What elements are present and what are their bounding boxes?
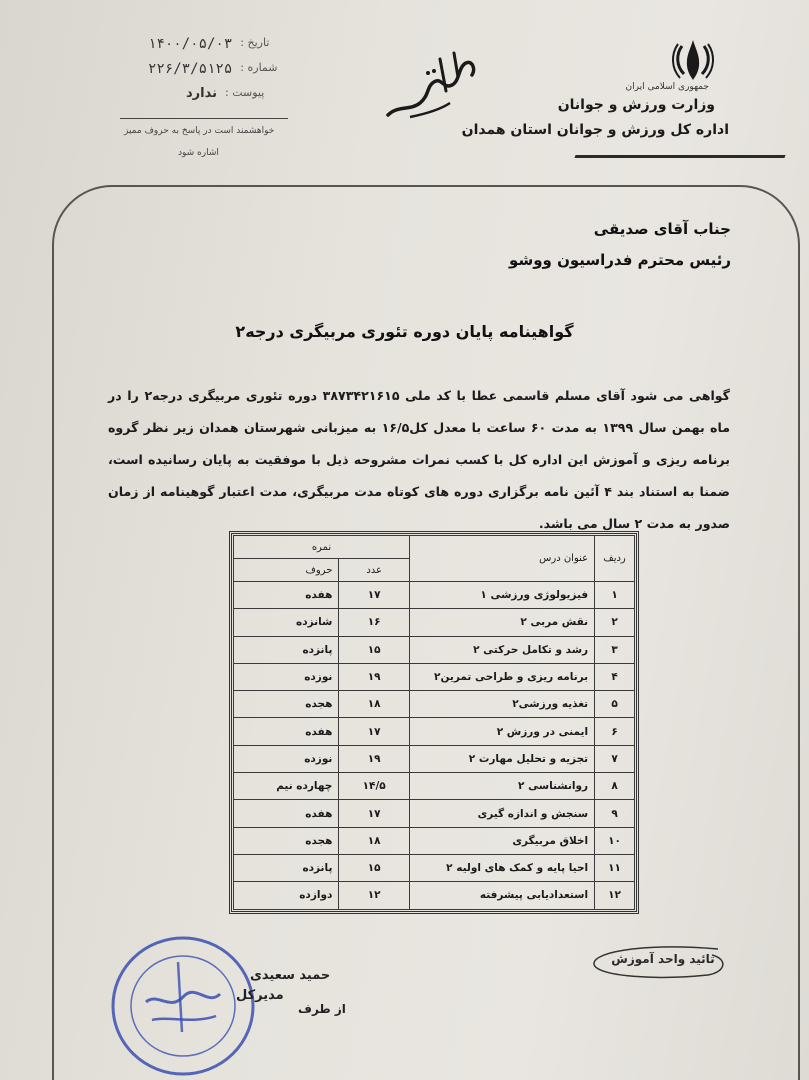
grade-number-cell: ۱۹ — [339, 745, 410, 772]
table-row — [234, 745, 635, 772]
course-title-cell: ایمنی در ورزش ۲ — [409, 718, 594, 745]
signer-name: حمید سعیدی — [250, 968, 331, 983]
bismillah-calligraphy — [380, 45, 490, 125]
grade-number-cell: ۱۷ — [339, 800, 410, 827]
ministry-name: وزارت ورزش و جوانان — [557, 97, 715, 113]
row-number-cell: ۱۱ — [595, 854, 635, 881]
attachment-value: ندارد — [186, 86, 218, 101]
row-number-cell: ۶ — [595, 718, 635, 745]
row-number-cell: ۱۰ — [595, 827, 635, 854]
grade-words-cell: نوزده — [234, 663, 339, 690]
course-title-cell: احیا پایه و کمک های اولیه ۲ — [409, 854, 594, 881]
number-value: ۲۲۶/۳/۵۱۲۵ — [148, 61, 233, 77]
grade-words-cell: شانزده — [234, 609, 339, 636]
iran-emblem-icon — [668, 36, 718, 84]
note-divider — [120, 118, 288, 119]
row-number-cell: ۹ — [595, 800, 635, 827]
country-name: جمهوری اسلامی ایران — [625, 82, 709, 92]
grade-number-cell: ۱۷ — [339, 582, 410, 609]
table-row — [234, 718, 635, 745]
course-title-cell: سنجش و اندازه گیری — [409, 800, 594, 827]
course-title-cell: تغذیه ورزشی۲ — [409, 691, 594, 718]
course-title-cell: برنامه ریزی و طراحی تمرین۲ — [409, 663, 594, 690]
reply-note-line2: اشاره شود — [178, 148, 219, 158]
header-divider — [574, 155, 785, 158]
grade-words-cell: پانزده — [234, 636, 339, 663]
row-number-cell: ۱۲ — [595, 882, 635, 909]
grade-words-cell: هجده — [234, 827, 339, 854]
table-row — [234, 636, 635, 663]
grade-number-cell: ۱۴/۵ — [339, 773, 410, 800]
table-row — [234, 691, 635, 718]
row-number-cell: ۳ — [595, 636, 635, 663]
table-header-row — [234, 536, 635, 559]
header-grade-words: حروف — [234, 559, 339, 582]
grade-words-cell: هفده — [234, 582, 339, 609]
certificate-title: گواهینامه پایان دوره تئوری مربیگری درجه۲ — [235, 322, 574, 341]
table-row — [234, 773, 635, 800]
grade-number-cell: ۱۵ — [339, 636, 410, 663]
header-grade: نمره — [234, 536, 410, 559]
header-grade-number: عدد — [339, 559, 410, 582]
course-title-cell: نقش مربی ۲ — [409, 609, 594, 636]
grade-words-cell: هفده — [234, 718, 339, 745]
grade-words-cell: پانزده — [234, 854, 339, 881]
grade-words-cell: هجده — [234, 691, 339, 718]
table-row — [234, 882, 635, 909]
office-name: اداره کل ورزش و جوانان استان همدان — [461, 122, 729, 138]
signer-role: مدیرکل — [236, 988, 284, 1003]
grade-words-cell: دوازده — [234, 882, 339, 909]
table-row — [234, 827, 635, 854]
grade-number-cell: ۱۵ — [339, 854, 410, 881]
addressee-name: جناب آقای صدیقی — [593, 220, 731, 238]
attachment-label: پیوست : — [225, 86, 265, 99]
approval-text: تائید واحد آموزش — [611, 952, 715, 966]
grades-table — [233, 535, 635, 910]
course-title-cell: رشد و تکامل حرکتی ۲ — [409, 636, 594, 663]
course-title-cell: تجزیه و تحلیل مهارت ۲ — [409, 745, 594, 772]
grade-number-cell: ۱۲ — [339, 882, 410, 909]
grade-number-cell: ۱۶ — [339, 609, 410, 636]
table-row — [234, 582, 635, 609]
course-title-cell: اخلاق مربیگری — [409, 827, 594, 854]
number-row — [148, 61, 278, 77]
table-row — [234, 854, 635, 881]
table-row — [234, 800, 635, 827]
row-number-cell: ۷ — [595, 745, 635, 772]
date-label: تاریخ : — [240, 36, 270, 49]
reply-note-line1: خواهشمند است در پاسخ به حروف ممیز — [124, 126, 275, 136]
addressee-title: رئیس محترم فدراسیون ووشو — [509, 251, 731, 269]
date-row — [148, 36, 269, 52]
table-row — [234, 609, 635, 636]
grade-number-cell: ۱۸ — [339, 691, 410, 718]
course-title-cell: فیزیولوژی ورزشی ۱ — [409, 582, 594, 609]
attachment-row — [186, 86, 264, 101]
grade-words-cell: هفده — [234, 800, 339, 827]
course-title-cell: روانشناسی ۲ — [409, 773, 594, 800]
row-number-cell: ۴ — [595, 663, 635, 690]
row-number-cell: ۵ — [595, 691, 635, 718]
on-behalf-label: از طرف — [298, 1002, 346, 1016]
header-course-title: عنوان درس — [409, 536, 594, 582]
header-row-number: ردیف — [595, 536, 635, 582]
table-row — [234, 663, 635, 690]
grade-words-cell: نوزده — [234, 745, 339, 772]
grade-number-cell: ۱۷ — [339, 718, 410, 745]
row-number-cell: ۱ — [595, 582, 635, 609]
grade-words-cell: چهارده نیم — [234, 773, 339, 800]
official-stamp — [108, 932, 258, 1080]
grade-number-cell: ۱۹ — [339, 663, 410, 690]
row-number-cell: ۸ — [595, 773, 635, 800]
number-label: شماره : — [240, 61, 278, 74]
row-number-cell: ۲ — [595, 609, 635, 636]
certificate-body: گواهی می شود آقای مسلم قاسمی عطا با کد ملی ۳۸۷۳۴۲۱۶۱۵ دوره تئوری مربیگری درجه۲ را در ماه بهمن سال ۱۳۹۹ به مدت ۶۰ ساعت با معدل کل۱۶/۵ به میزبانی شهرستان همدان زیر نظر گروه برنامه ریزی و آموزش این اداره کل با کسب نمرات مشروحه ذیل با موفقیت به پایان رسانیده است، ضمنا به استناد بند ۴ آئین نامه برگزاری دوره های کوتاه مدت مربیگری، مدت اعتبار گوهینامه از زمان صدور به مدت ۲ سال می باشد. — [108, 388, 731, 531]
grade-number-cell: ۱۸ — [339, 827, 410, 854]
course-title-cell: استعدادیابی پیشرفته — [409, 882, 594, 909]
date-value: ۱۴۰۰/۰۵/۰۳ — [148, 36, 233, 52]
